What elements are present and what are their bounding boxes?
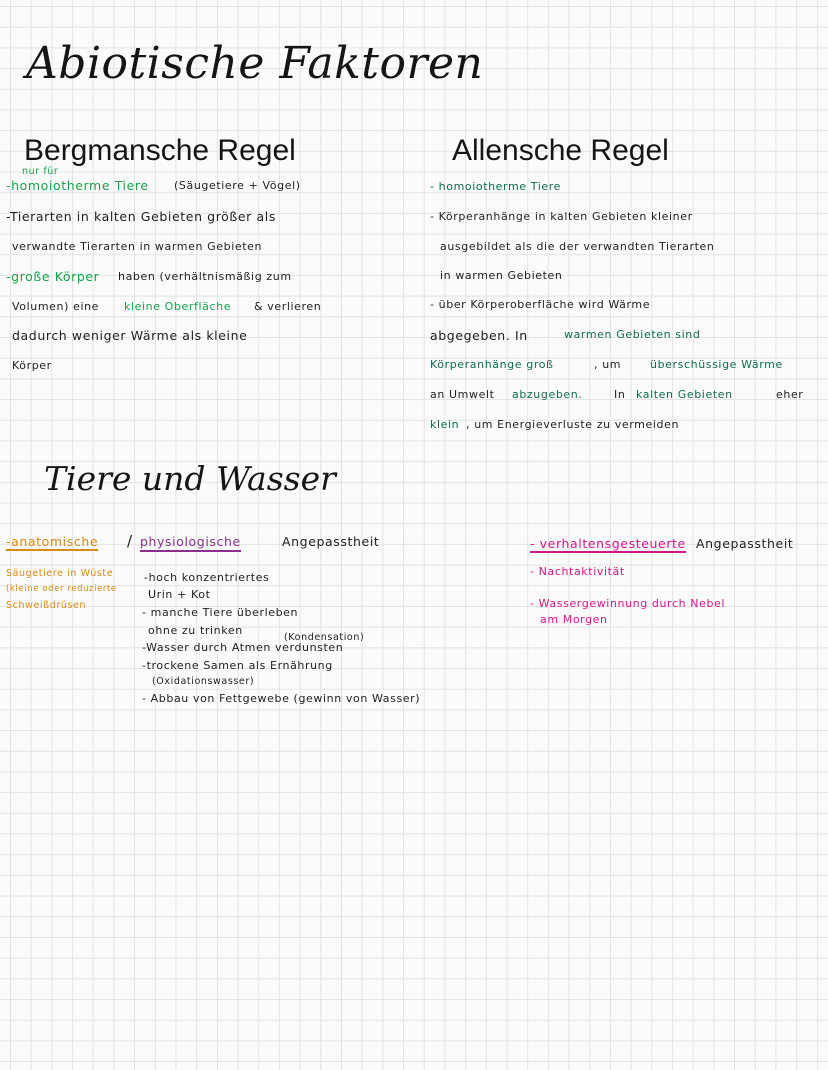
water-item: -hoch konzentriertes xyxy=(144,571,270,584)
allen-line: , um Energieverluste zu vermeiden xyxy=(466,418,680,431)
allen-line: - homoiotherme Tiere xyxy=(430,180,562,193)
behavioral-item: - Wassergewinnung durch Nebel xyxy=(530,597,726,610)
allen-line: in warmen Gebieten xyxy=(440,269,563,282)
allen-line: Körperanhänge groß xyxy=(430,358,554,371)
behavioral-adaptation-label: Angepasstheit xyxy=(696,536,794,551)
behavioral-label: - verhaltensgesteuerte xyxy=(530,536,686,551)
label-slash: / xyxy=(127,532,133,550)
allen-line: kalten Gebieten xyxy=(636,388,733,401)
allen-line: eher xyxy=(776,388,804,401)
allen-line: an Umwelt xyxy=(430,388,495,401)
desert-note: Schweißdrüsen xyxy=(6,600,87,611)
physiological-label: physiologische xyxy=(140,534,241,552)
allen-line: ausgebildet als die der verwandten Tierarten xyxy=(440,240,715,253)
water-item: (Oxidationswasser) xyxy=(152,676,255,687)
behavioral-item: - Nachtaktivität xyxy=(530,565,625,578)
desert-note: (kleine oder reduzierte xyxy=(6,584,117,594)
allen-heading: Allensche Regel xyxy=(452,134,669,167)
section-subtitle: Tiere und Wasser xyxy=(44,459,336,498)
page-title: Abiotische Faktoren xyxy=(26,38,484,89)
water-item: -trockene Samen als Ernährung xyxy=(142,659,333,672)
allen-line: warmen Gebieten sind xyxy=(564,328,701,341)
water-item: - manche Tiere überleben xyxy=(142,606,299,619)
allen-line: , um xyxy=(594,358,622,371)
allen-line: - Körperanhänge in kalten Gebieten kleiner xyxy=(430,210,693,223)
water-item: - Abbau von Fettgewebe (gewinn von Wasser) xyxy=(142,692,421,705)
bergmann-line: verwandte Tierarten in warmen Gebieten xyxy=(12,240,263,253)
bergmann-line: kleine Oberfläche xyxy=(124,300,232,313)
bergmann-line: -große Körper xyxy=(6,269,100,284)
bergmann-line: Körper xyxy=(12,359,52,372)
allen-line: abzugeben. xyxy=(512,388,583,401)
bergmann-line: dadurch weniger Wärme als kleine xyxy=(12,328,248,343)
water-item: (Kondensation) xyxy=(284,632,365,643)
allen-line: abgegeben. In xyxy=(430,328,528,343)
allen-line: - über Körperoberfläche wird Wärme xyxy=(430,298,651,311)
desert-note: Säugetiere in Wüste xyxy=(6,568,114,579)
bergmann-line: (Säugetiere + Vögel) xyxy=(174,179,301,192)
behavioral-item: am Morgen xyxy=(540,613,608,626)
allen-line: In xyxy=(614,388,626,401)
bergmann-line: -Tierarten in kalten Gebieten größer als xyxy=(6,209,276,224)
water-item: Urin + Kot xyxy=(148,588,211,601)
anatomical-label: -anatomische xyxy=(6,534,99,549)
allen-line: überschüssige Wärme xyxy=(650,358,783,371)
water-item: ohne zu trinken xyxy=(148,624,243,637)
allen-line: klein xyxy=(430,418,460,431)
bergmann-note: nur für xyxy=(22,166,59,177)
bergmann-line: & verlieren xyxy=(254,300,322,313)
bergmann-line: -homoiotherme Tiere xyxy=(6,178,149,193)
bergmann-line: Volumen) eine xyxy=(12,300,100,313)
adaptation-label: Angepasstheit xyxy=(282,534,380,549)
bergmann-line: haben (verhältnismäßig zum xyxy=(118,270,292,283)
bergmann-heading: Bergmansche Regel xyxy=(24,134,296,167)
water-item: -Wasser durch Atmen verdunsten xyxy=(142,641,344,654)
